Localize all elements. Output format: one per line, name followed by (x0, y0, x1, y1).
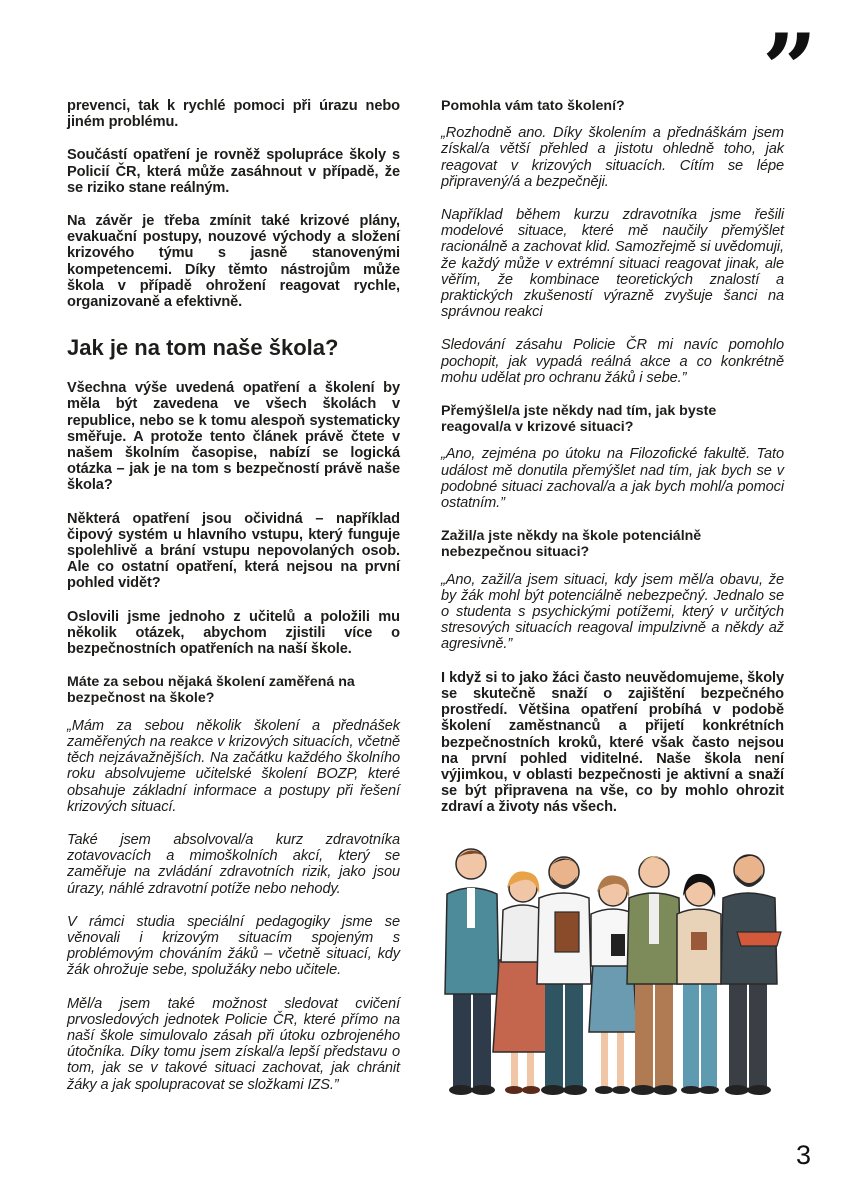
teacher-figure-5 (627, 856, 681, 1095)
question-heading-thought: Přemýšlel/a jste někdy nad tím, jak byste reagoval/a v krizové situaci? (441, 403, 717, 436)
teacher-figure-7 (721, 854, 781, 1095)
paragraph-prevention: prevenci, tak k rychlé pomoci při úrazu nebo jiném problému. (67, 98, 400, 131)
right-column (441, 98, 784, 833)
answer-helped-3: Sledování zásahu Policie ČR mi navíc pomohlo pochopit, jak vypadá reálná akce a co konkrétně mohu udělat pro ochranu žáků i sebe.” (441, 337, 784, 386)
paragraph-interview-intro: Oslovili jsme jednoho z učitelů a položili mu několik otázek, abychom zjistili více o bezpečnostních opatřeních na naší škole. (67, 608, 400, 658)
answer-helped-1: „Rozhodně ano. Díky školením a přednáškám jsem získal/a větší přehled a jistotu ohledně toho, jak reagovat v krizových situacích. Cítím se lépe připravený/á a bezpečněji. (441, 125, 784, 190)
question-heading-training: Máte za sebou nějaká školení zaměřená na bezpečnost na škole? (67, 674, 355, 707)
paragraph-chip-system: Některá opatření jsou očividná – například čipový systém u hlavního vstupu, který funguje spolehlivě a brání vstupu nepovolaných osob. Ale co ostatní opatření, která nejsou na první pohled vidět? (67, 510, 400, 592)
answer-training-4: Měl/a jsem také možnost sledovat cvičení prvosledových jednotek Policie ČR, které přímo na naší škole simulovalo zásah při útoku ozbrojeného útočníka. Díky tomu jsem získal/a lepší představu o tom, jak se v takové situaci zachovat, jak chránit žáky a jak spolupracovat se složkami IZS.” (67, 995, 400, 1093)
paragraph-intro-school: Všechna výše uvedená opatření a školení by měla být zavedena ve všech školách v republice, nebo se k tomu alespoň systematicky směřuje. A protože tento článek právě čtete v našem školním časopise, nabízí se logická otázka – jak je na tom s bezpečností právě naše škola? (67, 380, 400, 494)
quote-mark-icon: ” (762, 13, 818, 126)
page-number: 3 (796, 1140, 812, 1170)
teacher-figure-6 (677, 874, 721, 1094)
question-heading-helped: Pomohla vám tato školení? (441, 98, 625, 114)
paragraph-crisis-plans: Na závěr je třeba zmínit také krizové plány, evakuační postupy, nouzové východy a složení krizového týmu s jasně stanovenými kompetencemi. Díky těmto nástrojům může škola v případě ohrožení reagovat rychle, organizovaně a efektivně. (67, 213, 400, 311)
paragraph-conclusion: I když si to jako žáci často neuvědomujeme, školy se skutečně snaží o zajištění bezpečného prostředí. Většina opatření probíhá v podobě školení zaměstnanců a přijetí konkrétních bezpečnostních kroků, které však často nejsou na první pohled viditelné. Naše škola není výjimkou, v oblasti bezpečnosti je aktivní a snaží se být připravena na vše, co by mohlo ohrozit zdraví a životy nás všech. (441, 669, 784, 816)
section-heading: Jak je na tom naše škola? (67, 335, 339, 361)
answer-training-2: Také jsem absolvoval/a kurz zdravotníka zotavovacích a mimoškolních akcí, který se zaměřuje na zvládání zdravotních rizik, jako jsou úrazy, náhlé zdravotní potíže nebo nehody. (67, 831, 400, 897)
answer-experienced: „Ano, zažil/a jsem situaci, kdy jsem měl/a obavu, že by žák mohl být potenciálně nebezpečný. Jednalo se o studenta s psychickými potížemi, který v určitých stresových situacích reagoval impulzivně a někdy až agresivně.” (441, 571, 784, 653)
left-column (67, 98, 400, 1110)
teacher-figure-1 (445, 849, 499, 1095)
answer-training-3: V rámci studia speciální pedagogiky jsme se věnovali i krizovým situacím spojeným s problémovým chováním žáků – včetně situací, kdy žák ohrožuje sebe, spolužáky nebo učitele. (67, 913, 400, 979)
answer-helped-2: Například během kurzu zdravotníka jsme řešili modelové situace, které mě naučily přemýšlet racionálně a zachovat klid. Samozřejmě si uvědomuji, že každý může v extrémní situaci reagovat jinak, ale věřím, že kombinace teoretických znalostí a praktických zkušeností výrazně zvyšuje šanci na správnou reakci (441, 207, 784, 321)
teacher-figure-3 (537, 857, 591, 1095)
paragraph-police-cooperation: Součástí opatření je rovněž spolupráce školy s Policií ČR, která může zasáhnout v případě, že se riziko stane reálným. (67, 147, 400, 196)
answer-thought: „Ano, zejména po útoku na Filozofické fakultě. Tato událost mě donutila přemýšlet nad tím, jak bych se v podobné situaci zachoval/a a jak bych mohl/a pomoci ostatním.” (441, 446, 784, 512)
answer-training-1: „Mám za sebou několik školení a přednášek zaměřených na reakce v krizových situacích, včetně těch nejzávažnějších. Na začátku každého školního roku absolvujeme učitelské školení BOZP, které obsahuje základní informace a postupy při řešení krizových situací. (67, 717, 400, 815)
question-heading-experienced: Zažil/a jste někdy na škole potenciálně nebezpečnou situaci? (441, 528, 702, 561)
teachers-group-illustration (441, 842, 786, 1107)
